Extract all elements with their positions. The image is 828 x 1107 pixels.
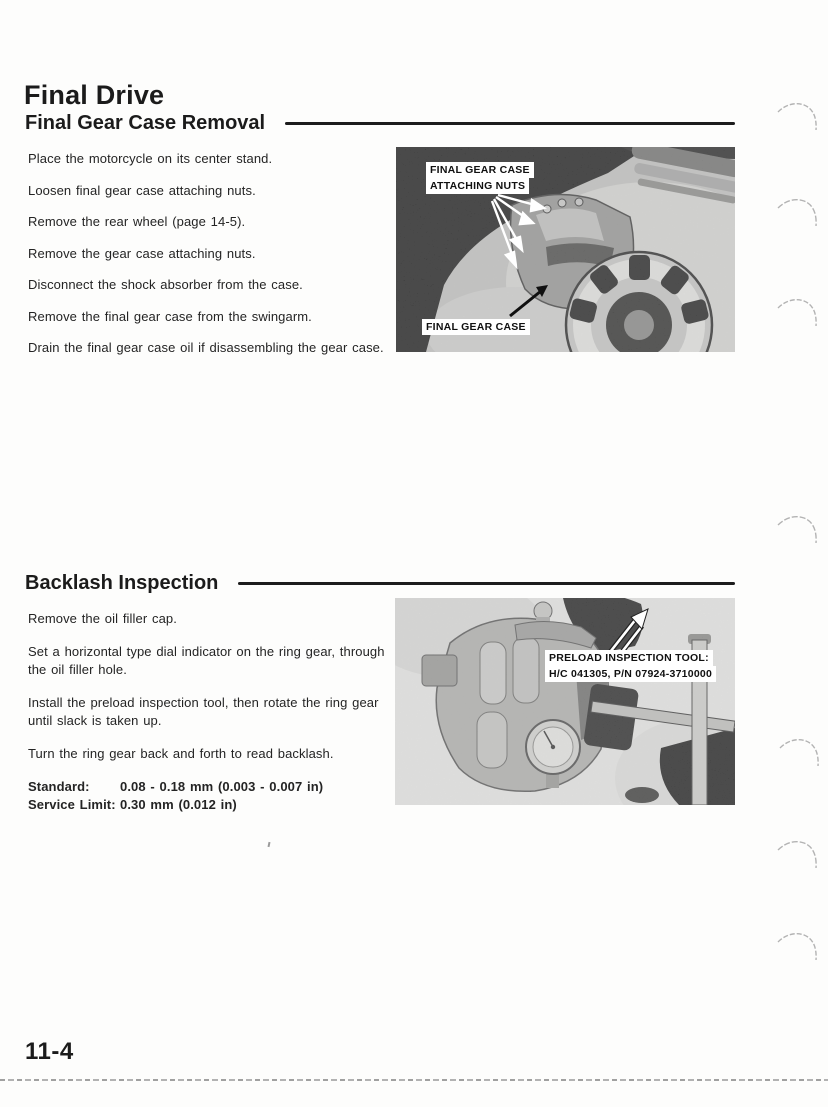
instruction-step: Remove the rear wheel (page 14-5). [28, 214, 246, 229]
instruction-step: Set a horizontal type dial indicator on the ring gear, through the oil filler hole. [28, 644, 385, 677]
page-number: 11-4 [25, 1038, 74, 1065]
spec-label: Service Limit: [28, 797, 116, 812]
instruction-step: Turn the ring gear back and forth to read backlash. [28, 746, 334, 761]
photo-final-gear-case [396, 147, 735, 352]
scan-squiggle-icon [776, 513, 822, 549]
scan-squiggle-icon [776, 838, 822, 874]
page-title: Final Drive [24, 80, 165, 110]
spec-standard [28, 778, 403, 796]
instruction-step: Install the preload inspection tool, then rotate the ring gear until slack is taken up. [28, 695, 379, 728]
backlash-specs [28, 778, 403, 814]
spec-service-limit [28, 796, 403, 814]
spec-label: Standard: [28, 779, 90, 794]
photo-label-text: FINAL GEAR CASE [422, 319, 530, 335]
scan-edge-line [0, 1079, 828, 1081]
photo-label-text: FINAL GEAR CASE [426, 162, 534, 178]
instruction-step: Remove the oil filler cap. [28, 611, 177, 626]
scan-squiggle-icon [778, 736, 824, 772]
section2-steps [28, 610, 403, 814]
instruction-step: Loosen final gear case attaching nuts. [28, 182, 256, 198]
section1-heading-row [25, 112, 735, 135]
backlash-photo-graphic [395, 598, 735, 805]
section2-rule [238, 582, 735, 585]
instruction-step: Drain the final gear case oil if disassembling the gear case. [28, 340, 384, 355]
section2-heading: Backlash Inspection [25, 572, 219, 594]
photo-label-final-gear-case [422, 317, 530, 335]
photo-label-text: PRELOAD INSPECTION TOOL: [545, 650, 713, 666]
photo-label-preload-tool [545, 650, 716, 682]
scan-squiggle-icon [776, 100, 822, 136]
section1-rule [285, 122, 735, 125]
section1-steps [28, 150, 403, 371]
instruction-step: Remove the gear case attaching nuts. [28, 245, 256, 261]
photo-label-attaching-nuts [426, 162, 534, 194]
section2-heading-row [25, 572, 735, 595]
photo-label-text: H/C 041305, P/N 07924-3710000 [545, 666, 716, 682]
scan-speck [268, 842, 271, 847]
photo-label-text: ATTACHING NUTS [426, 178, 529, 194]
spec-value: 0.30 mm (0.012 in) [120, 797, 237, 812]
instruction-step: Disconnect the shock absorber from the case. [28, 277, 303, 292]
spec-value: 0.08 - 0.18 mm (0.003 - 0.007 in) [120, 779, 324, 794]
scan-squiggle-icon [776, 196, 822, 232]
instruction-step: Remove the final gear case from the swingarm. [28, 308, 312, 324]
scan-squiggle-icon [776, 296, 822, 332]
scan-squiggle-icon [776, 930, 822, 966]
instruction-step: Place the motorcycle on its center stand. [28, 151, 273, 166]
section1-heading: Final Gear Case Removal [25, 112, 266, 134]
photo-backlash-inspection [395, 598, 735, 805]
